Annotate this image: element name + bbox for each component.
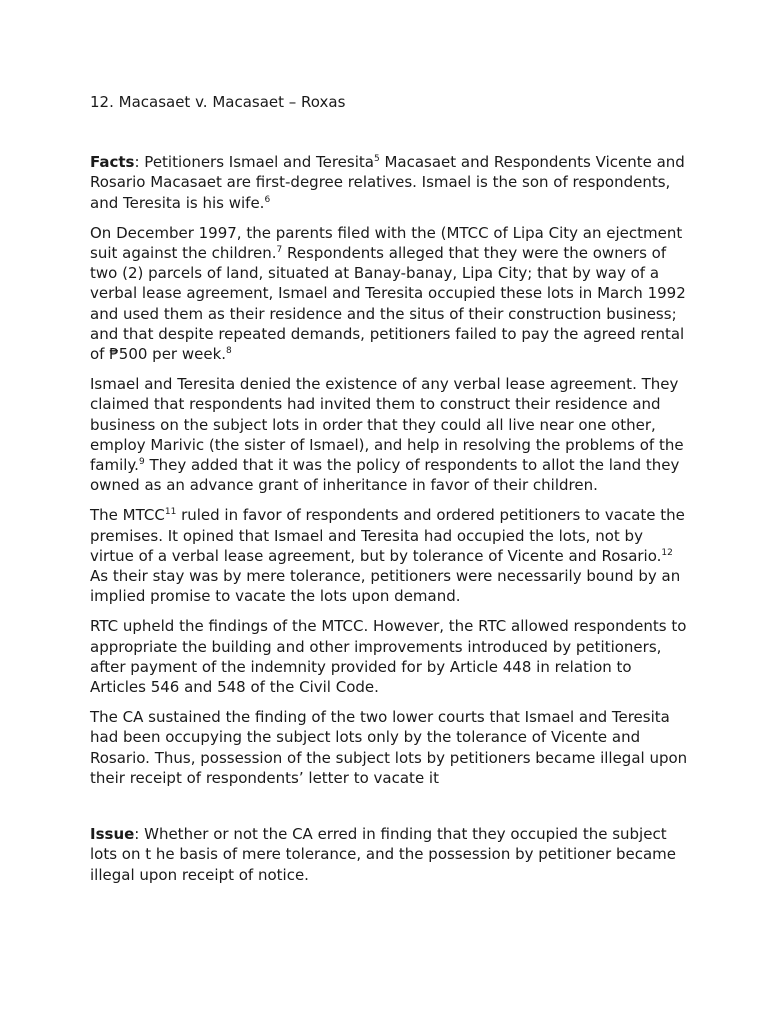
facts-paragraph-4 [90,505,690,606]
footnote-ref-12: 12 [661,547,673,558]
issue-label: Issue [90,825,135,844]
facts-p2-text-a: On December 1997, the parents filed with the (MTCC of Lipa City an ejectment suit against the children. [90,223,683,263]
footnote-ref-8: 8 [226,346,232,357]
facts-p3-text-b: They added that it was the policy of respondents to allot the land they owned as an advance grant of inheritance in favor of their children. [90,456,680,495]
footnote-ref-9: 9 [138,457,145,468]
document-title: 12. Macasaet v. Macasaet – Roxas [90,93,346,111]
facts-paragraph-1 [90,152,690,213]
facts-p3-text-a: Ismael and Teresita denied the existence of any verbal lease agreement. They claimed that respondents had invited them to construct their residence and business on the subject lots in order that they could all live near one other, employ Marivic (the sister of Ismael), and help in resolving the problems of the family. [90,375,684,475]
facts-p4-text-b: ruled in favor of respondents and ordered petitioners to vacate the premises. It opined that Ismael and Teresita had occupied the lots, not by virtue of a verbal lease agreement, but by tolerance of Vicente and Rosario. [90,506,685,565]
facts-label: Facts [90,153,135,172]
document-page [90,92,690,895]
facts-paragraph-3 [90,374,690,495]
footnote-ref-6: 6 [264,194,271,205]
footnote-ref-11: 11 [164,507,177,518]
facts-p2-text-b: Respondents alleged that they were the owners of two (2) parcels of land, situated at Banay-banay, Lipa City; that by way of a verbal lease agreement, Ismael and Teresita occupied these lots in March 1992 and used them as their residence and the situs of their construction business; and that despite repeated demands, petitioners failed to pay the agreed rental of ₱500 per week. [90,244,686,364]
issue-paragraph [90,824,690,885]
facts-paragraph-6: The CA sustained the finding of the two lower courts that Ismael and Teresita had been occupying the subject lots only by the tolerance of Vicente and Rosario. Thus, possession of the subject lots by petitioners became illegal upon their receipt of respondents’ letter to vacate it [90,708,688,787]
facts-paragraph-5: RTC upheld the findings of the MTCC. However, the RTC allowed respondents to appropriate the building and other improvements introduced by petitioners, after payment of the indemnity provided for by Article 448 in relation to Articles 546 and 548 of the Civil Code. [90,617,687,697]
facts-p1-text-a: : Petitioners Ismael and Teresita [134,153,374,172]
footnote-ref-7: 7 [276,245,283,256]
facts-p1-text-b: Macasaet and Respondents Vicente and Rosario Macasaet are first-degree relatives. Ismael is the son of respondents, and Teresita is his wife. [90,153,685,212]
facts-paragraph-2 [90,223,690,364]
issue-text: : Whether or not the CA erred in finding that they occupied the subject lots on t he basis of mere tolerance, and the possession by petitioner became illegal upon receipt of notice. [90,825,676,884]
facts-p4-text-c: As their stay was by mere tolerance, petitioners were necessarily bound by an implied promise to vacate the lots upon demand. [90,567,681,606]
footnote-ref-5: 5 [373,154,380,165]
facts-p4-text-a: The MTCC [90,506,165,525]
